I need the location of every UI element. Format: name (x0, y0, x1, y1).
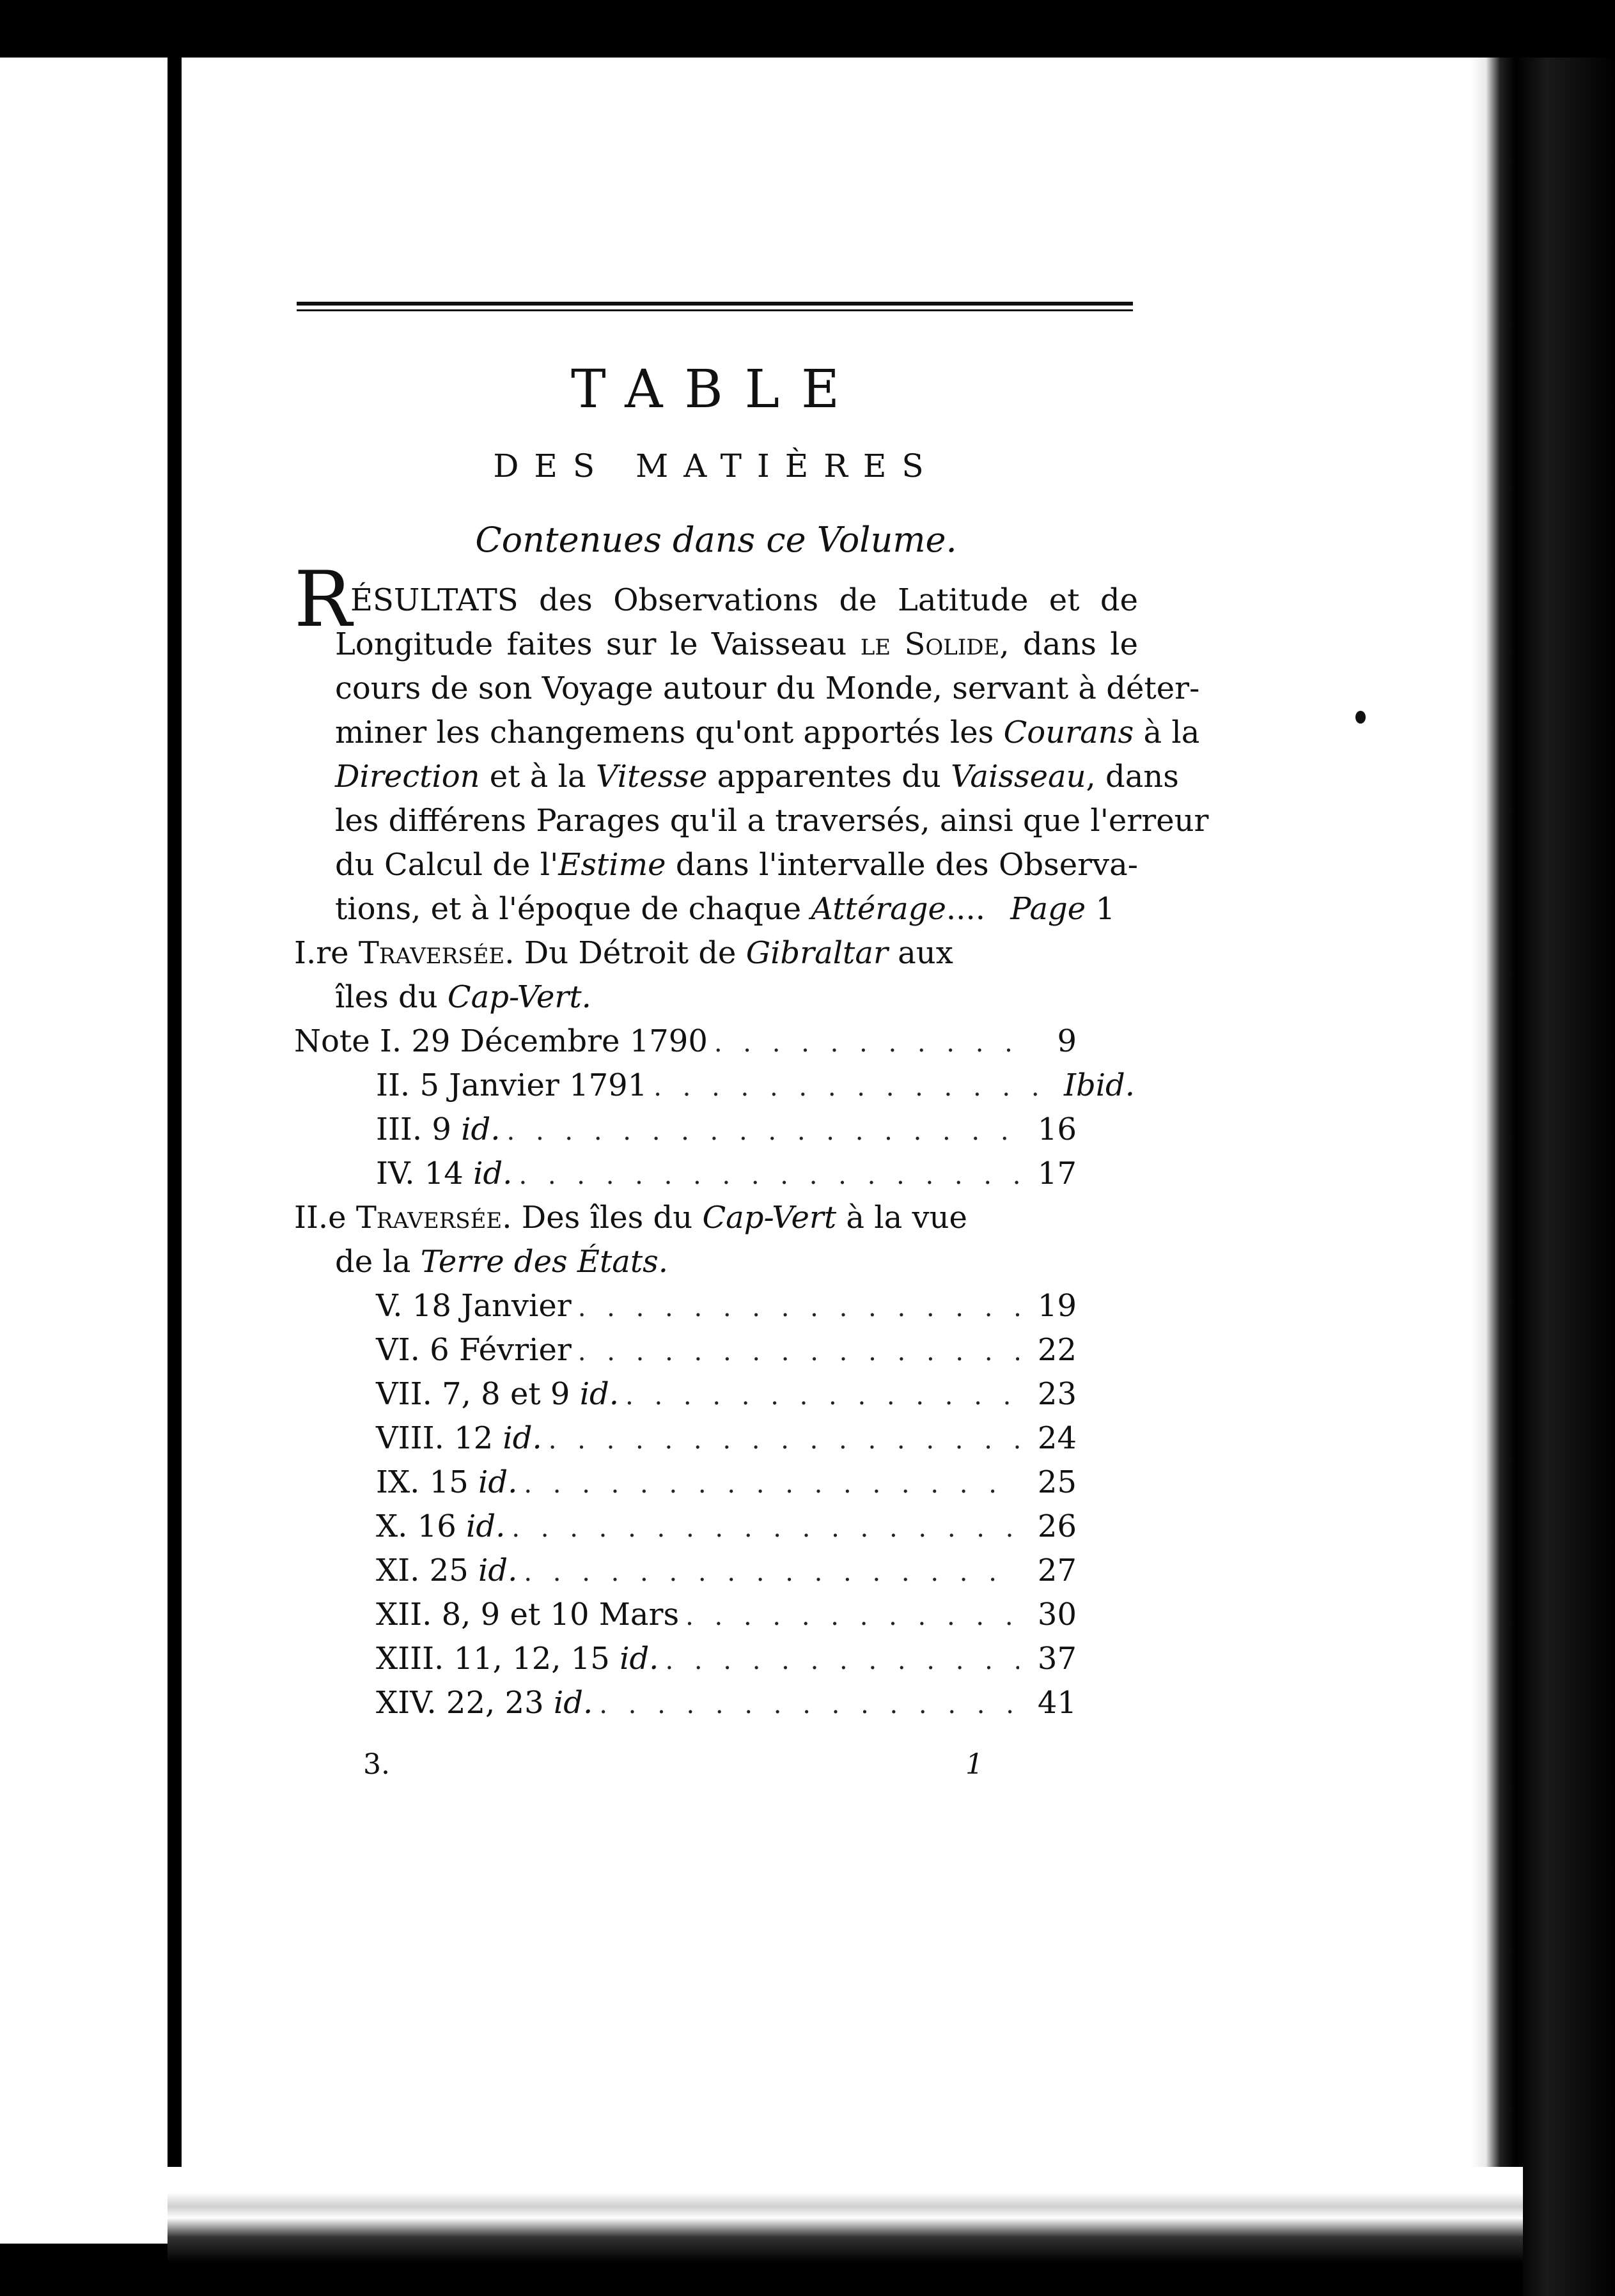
notes-list-2 (294, 1284, 1138, 1725)
notes-list-1 (294, 1020, 1138, 1196)
toc-entry: XIII. 11, 12, 15 id. . . . 37 (294, 1637, 1138, 1681)
page-number: 41 (1037, 1685, 1077, 1721)
page-title: TABLE (571, 359, 861, 420)
page-caption: Contenues dans ce Volume. (475, 520, 957, 560)
dot-leader (578, 1330, 1019, 1374)
book-gutter (168, 58, 182, 2244)
toc-entry: II. 5 Janvier 1791 . . . Ibid. (294, 1064, 1138, 1108)
intro-line: cours de son Voyage autour du Monde, servant à déter- (335, 671, 1200, 706)
toc-entry: IV. 14 id. . . . 17 (294, 1152, 1138, 1196)
dot-leader (653, 1066, 1057, 1110)
dot-leader (714, 1021, 1019, 1066)
intro-line: les différens Parages qu'il a traversés, ainsi que l'erreur (335, 803, 1209, 839)
page-number: 16 (1037, 1112, 1077, 1147)
page-number: 22 (1037, 1332, 1077, 1368)
dot-leader (549, 1418, 1019, 1462)
facing-page-edge (0, 58, 168, 2244)
toc-entry: XIV. 22, 23 id. . . . 41 (294, 1681, 1138, 1725)
dot-leader (599, 1683, 1019, 1727)
page-number: 37 (1037, 1641, 1077, 1677)
page-number: 17 (1037, 1156, 1077, 1191)
page-number: 30 (1037, 1597, 1077, 1633)
toc-entry: VI. 6 Février . . . 22 (294, 1328, 1138, 1372)
toc-entry: XII. 8, 9 et 10 Mars . . . 30 (294, 1593, 1138, 1637)
ship-name: le Solide (860, 626, 1000, 662)
page-right-edge (1471, 58, 1615, 2296)
intro-line: Direction et à la Vitesse apparentes du Vaisseau, dans (335, 759, 1179, 795)
intro-line: ÉSULTATS des Observations de Latitude et de (350, 582, 1138, 618)
dot-leader (578, 1286, 1019, 1330)
intro-line: du Calcul de l'Estime dans l'intervalle des Observa- (335, 847, 1139, 883)
ink-speck (1355, 711, 1366, 724)
page-number: 24 (1037, 1420, 1077, 1456)
toc-entry: VIII. 12 id. . . . 24 (294, 1416, 1138, 1461)
dot-leader (524, 1462, 1019, 1507)
page-number: 26 (1037, 1509, 1077, 1544)
page-number: Ibid. (1064, 1067, 1135, 1103)
toc-entry: Note I. 29 Décembre 1790 . . . 9 (294, 1020, 1138, 1064)
page-number: 27 (1037, 1553, 1077, 1588)
table-of-contents (294, 302, 1209, 1793)
page-bottom-edge (168, 2167, 1523, 2296)
page-number: 23 (1037, 1376, 1077, 1412)
page-subtitle: DES MATIÈRES (493, 447, 939, 485)
dot-leader (507, 1110, 1019, 1154)
header-double-rule (297, 302, 1133, 311)
dot-leader (524, 1551, 1019, 1595)
signature-mark: 1 (965, 1748, 983, 1781)
dot-leader (685, 1595, 1019, 1639)
scan-border-bottom (0, 2244, 168, 2296)
toc-entry: X. 16 id. . . . 26 (294, 1505, 1138, 1549)
page-footer (294, 1735, 1138, 1793)
toc-entry: VII. 7, 8 et 9 id. . . . 23 (294, 1372, 1138, 1416)
toc-entry: XI. 25 id. . . . 27 (294, 1549, 1138, 1593)
toc-entry: V. 18 Janvier . . . 19 (294, 1284, 1138, 1328)
dot-leader (519, 1154, 1019, 1198)
intro-line: Longitude faites sur le Vaisseau le Solide, dans le (335, 626, 1138, 662)
section-heading: II.e Traversée. Des îles du Cap-Vert à la vue de la Terre des États. (294, 1200, 967, 1280)
intro-line: tions, et à l'époque de chaque Attérage.... Page 1 (294, 887, 1138, 931)
page-number: 9 (1057, 1023, 1077, 1059)
section-heading: I.re Traversée. Du Détroit de Gibraltar aux îles du Cap-Vert. (294, 935, 953, 1015)
intro-lead-word: ÉSULTATS (350, 582, 519, 618)
dot-leader (511, 1507, 1019, 1551)
page-number: 19 (1037, 1288, 1077, 1324)
toc-entry: III. 9 id. . . . 16 (294, 1108, 1138, 1152)
drop-cap: R (294, 555, 352, 644)
intro-page-ref: Page 1 (1010, 891, 1115, 927)
scan-border-top (0, 0, 1615, 58)
intro-line: miner les changemens qu'ont apportés les Courans à la (335, 715, 1200, 750)
page-number: 25 (1037, 1464, 1077, 1500)
intro-entry (294, 555, 1209, 931)
dot-leader (665, 1639, 1019, 1683)
toc-entry: IX. 15 id. . . . 25 (294, 1461, 1138, 1505)
section-number: I.re (294, 935, 349, 971)
printer-signature: 3. (363, 1748, 390, 1781)
section-number: II.e (294, 1200, 347, 1236)
dot-leader (625, 1374, 1019, 1418)
